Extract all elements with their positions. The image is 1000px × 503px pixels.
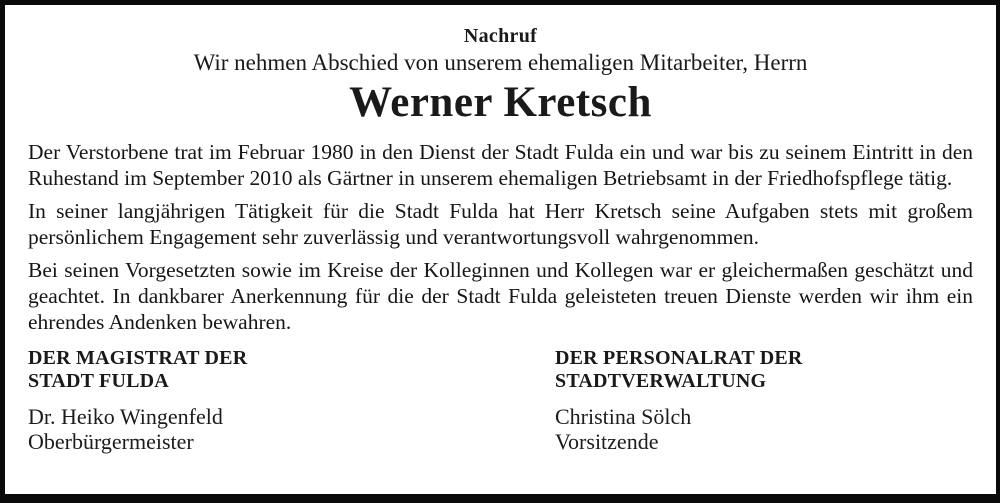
paragraph-remembrance: Bei seinen Vorgesetzten sowie im Kreise der Kolleginnen und Kollegen war er gleichermaßen geschätzt und geachtet. In dankbarer Anerkennung für die der Stadt Fulda geleisteten treuen Dienste werden wir ihm ein ehrendes Andenken bewahren. — [28, 258, 973, 334]
signature-org-line1: DER MAGISTRAT DER — [28, 347, 248, 369]
signature-section — [28, 347, 973, 454]
signature-person-role: Oberbürgermeister — [28, 429, 194, 454]
signature-org — [28, 347, 555, 393]
signature-person-role: Vorsitzende — [555, 429, 659, 454]
notice-content — [5, 5, 996, 494]
paragraph-work-appreciation: In seiner langjährigen Tätigkeit für die Stadt Fulda hat Herr Kretsch seine Aufgaben stets mit großem persönlichem Engagement sehr zuverlässig und verantwortungsvoll wahrgenommen. — [28, 199, 973, 249]
signature-org — [555, 347, 973, 393]
signature-person-name: Christina Sölch — [555, 404, 692, 429]
signature-magistrat — [28, 347, 555, 454]
notice-body — [28, 139, 973, 335]
notice-header — [28, 26, 973, 125]
signature-org-line1: DER PERSONALRAT DER — [555, 347, 803, 369]
signature-org-line2: STADTVERWALTUNG — [555, 370, 767, 392]
signature-person-name: Dr. Heiko Wingenfeld — [28, 404, 223, 429]
paragraph-service-history: Der Verstorbene trat im Februar 1980 in den Dienst der Stadt Fulda ein und war bis zu seinem Eintritt in den Ruhestand im September 2010 als Gärtner in unserem ehemaligen Betriebsamt in der Friedhofspflege tätig. — [28, 140, 973, 190]
signature-org-line2: STADT FULDA — [28, 370, 169, 392]
signature-person-block — [555, 404, 973, 454]
notice-title: Nachruf — [463, 25, 538, 47]
signature-person-block — [28, 404, 555, 454]
signature-personalrat — [555, 347, 973, 454]
notice-subtitle: Wir nehmen Abschied von unserem ehemaligen Mitarbeiter, Herrn — [193, 50, 808, 75]
deceased-name: Werner Kretsch — [349, 79, 652, 126]
